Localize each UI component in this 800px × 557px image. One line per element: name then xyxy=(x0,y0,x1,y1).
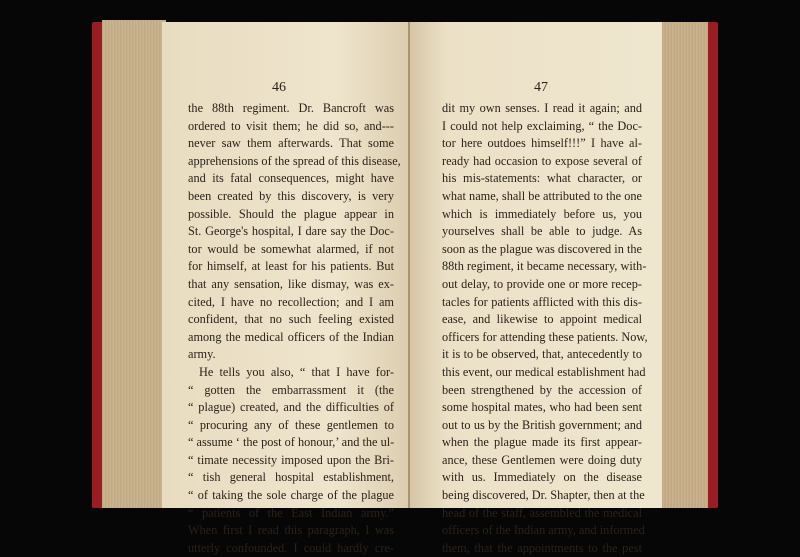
text-line: the 88th regiment. Dr. Bancroft was xyxy=(188,101,394,115)
text-line: “ of taking the sole charge of the plague xyxy=(188,488,394,503)
text-line: “ procuring any of these gentlemen to xyxy=(188,417,394,432)
text-line: ease, and likewise to appoint medical xyxy=(442,312,642,327)
page-number: 46 xyxy=(272,80,286,95)
text-line: possible. Should the plague appear in xyxy=(188,206,394,221)
text-line: yourselves shall be able to judge. As xyxy=(442,224,642,239)
text-line: some hospital mates, who had been sent xyxy=(442,400,642,415)
text-line: tor here outdoes himself!!!” I have al- xyxy=(442,136,642,151)
text-line: for himself, at least for his patients. But xyxy=(188,259,394,274)
text-line: ready had occasion to expose several of xyxy=(442,153,642,168)
text-line: never saw them afterwards. That some xyxy=(188,136,394,151)
text-line: tacles for patients afflicted with this dis- xyxy=(442,294,642,309)
page-text xyxy=(188,100,401,557)
text-line: confident, that no such feeling existed xyxy=(188,312,394,327)
text-line: officers of the Indian army, and informed xyxy=(442,523,645,538)
text-line: and its fatal consequences, might have xyxy=(188,171,394,186)
text-line: apprehensions of the spread of this disease, xyxy=(188,153,401,168)
text-line: cited, I have no recollection; and I am xyxy=(188,294,394,309)
text-line: “ gotten the embarrassment it (the xyxy=(188,382,394,397)
text-line: out to us by the British government; and xyxy=(442,417,642,432)
text-line: He tells you also, “ that I have for- xyxy=(199,364,394,379)
text-line: “ tish general hospital establishment, xyxy=(188,470,394,485)
text-line: officers for attending these patients. Now, xyxy=(442,329,648,344)
text-line: which is immediately before us, you xyxy=(442,206,642,221)
text-line: tor would be somewhat alarmed, if not xyxy=(188,241,394,256)
text-line: his mis-statements: what character, or xyxy=(442,171,642,186)
text-line: dit my own senses. I read it again; and xyxy=(442,101,642,115)
page-edges-left xyxy=(102,20,166,508)
right-page xyxy=(410,22,662,555)
text-line: what name, shall be attributed to the one xyxy=(442,188,642,203)
text-line: “ plague) created, and the difficulties of xyxy=(188,400,394,415)
text-line: When first I read this paragraph, I was xyxy=(188,523,394,538)
text-line: when the plague made its first appear- xyxy=(442,435,642,450)
text-line: army. xyxy=(188,347,216,362)
text-line: this event, our medical establishment had xyxy=(442,364,646,379)
text-line: soon as the plague was discovered in the xyxy=(442,241,642,256)
page-text xyxy=(442,100,648,557)
text-line: St. George's hospital, I dare say the Doc- xyxy=(188,224,394,239)
page-edges-right xyxy=(660,22,708,508)
text-line: out delay, to provide one or more recep- xyxy=(442,276,642,291)
text-line: among the medical officers of the Indian xyxy=(188,329,394,344)
text-line: ordered to visit them; he did so, and--- xyxy=(188,118,394,133)
page-number: 47 xyxy=(534,80,548,95)
text-line: “ patients of the East Indian army.” xyxy=(188,505,394,520)
text-line: “ timate necessity imposed upon the Bri- xyxy=(188,452,394,467)
text-line: that any sensation, like dismay, was ex- xyxy=(188,276,394,291)
text-line: ance, these Gentlemen were doing duty xyxy=(442,452,642,467)
text-line: head of the staff, assembled the medical xyxy=(442,505,642,520)
text-line: them, that the appointments to the pest xyxy=(442,540,642,555)
text-line: been strengthened by the accession of xyxy=(442,382,642,397)
left-page xyxy=(162,22,410,555)
text-line: “ assume ‘ the post of honour,’ and the ul- xyxy=(188,435,395,450)
text-line: being discovered, Dr. Shapter, then at the xyxy=(442,488,645,503)
text-line: it is to be observed, that, antecedently to xyxy=(442,347,642,362)
text-line: I could not help exclaiming, “ the Doc- xyxy=(442,118,642,133)
text-line: been created by this discovery, is very xyxy=(188,188,394,203)
text-line: 88th regiment, it became necessary, with- xyxy=(442,259,647,274)
text-line: with us. Immediately on the disease xyxy=(442,470,642,485)
open-book xyxy=(92,18,718,555)
text-line: utterly confounded. I could hardly cre- xyxy=(188,540,394,555)
